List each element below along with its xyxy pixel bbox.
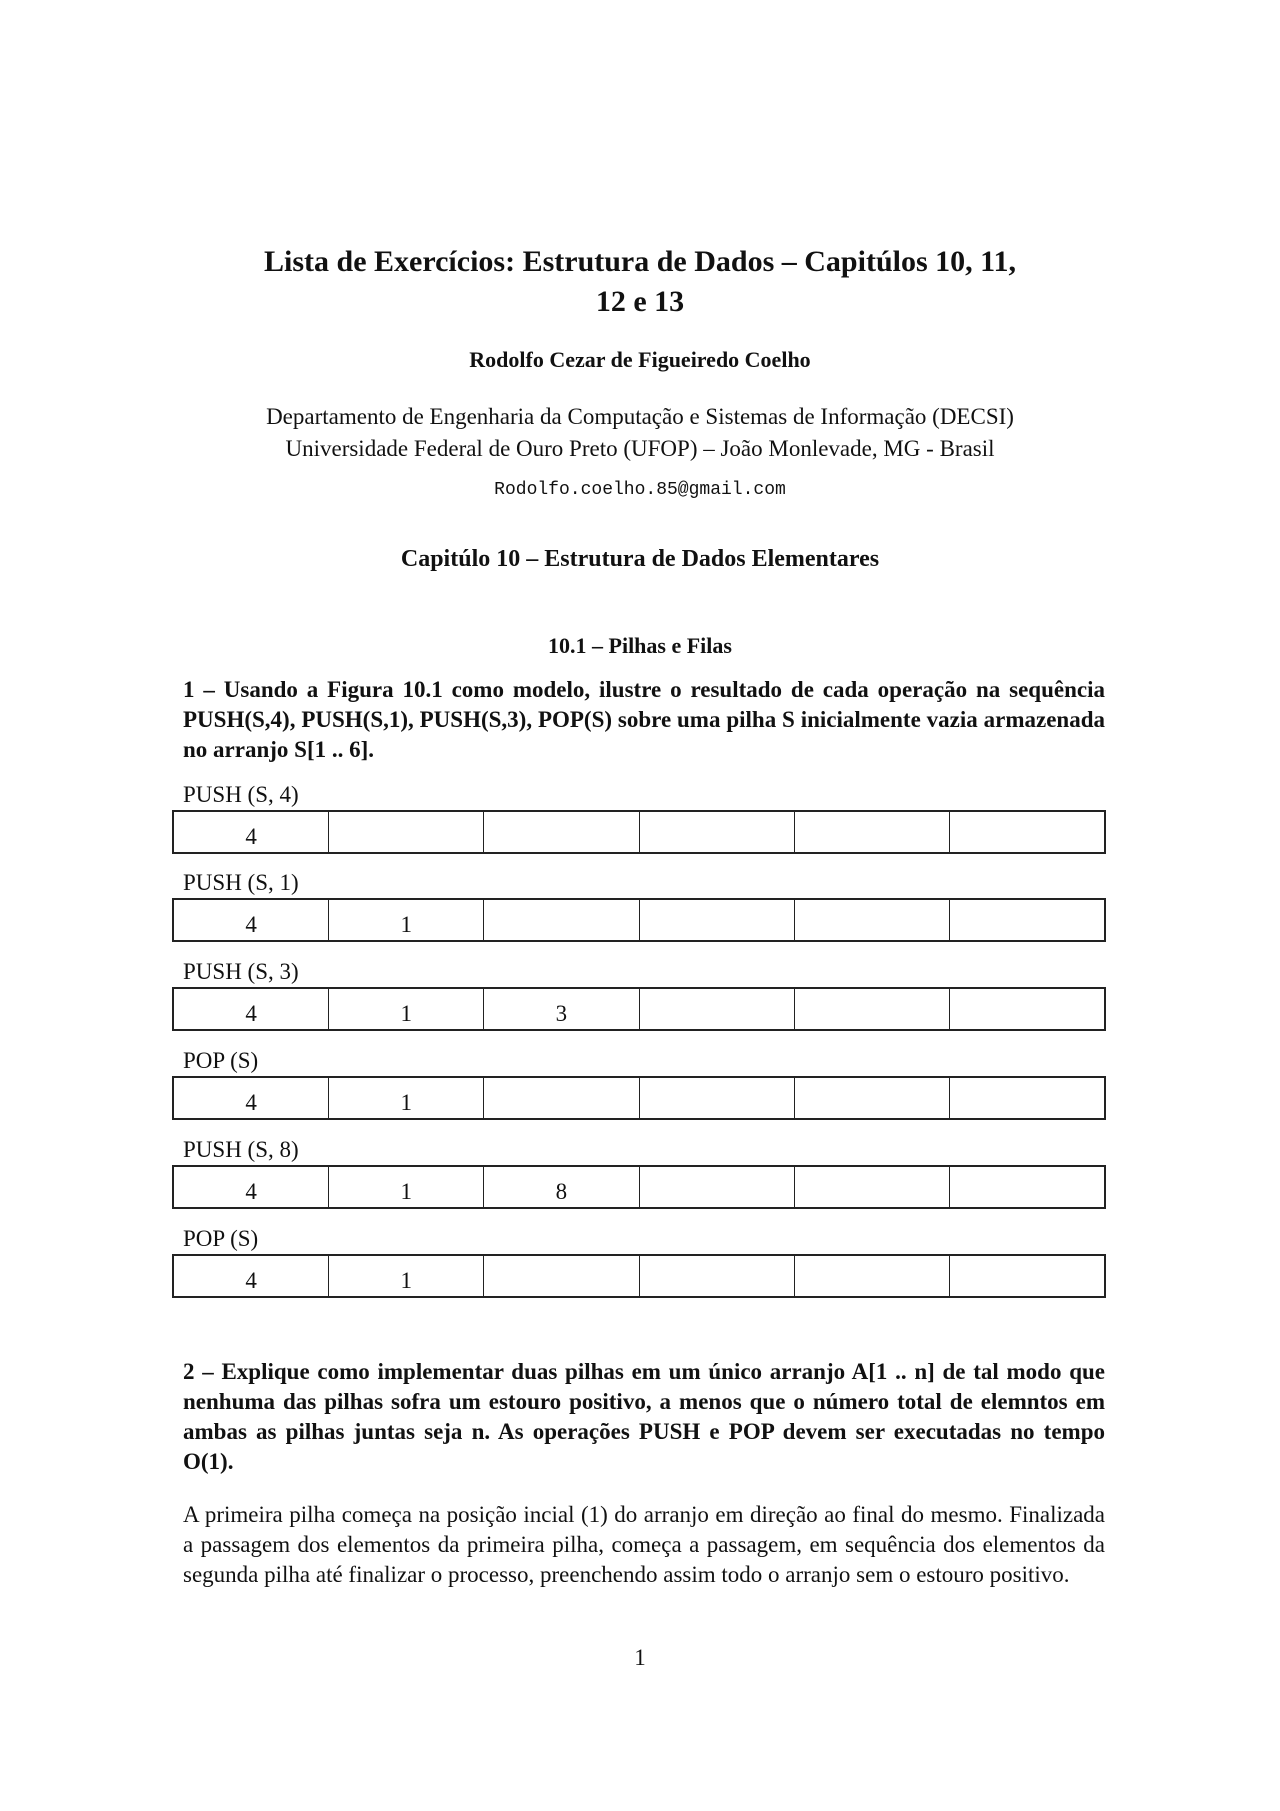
stack-cell: [484, 812, 639, 852]
stack-cell: [795, 812, 950, 852]
stack-cell: 4: [174, 989, 329, 1029]
author-name: Rodolfo Cezar de Figueiredo Coelho: [469, 347, 811, 372]
title-line-1: Lista de Exercícios: Estrutura de Dados – Capitúlos 10, 11,: [264, 245, 1016, 278]
stack-cell: [484, 1256, 639, 1296]
stack-cell: [950, 900, 1104, 940]
stack-cell: 3: [484, 989, 639, 1029]
stack-cell: 4: [174, 812, 329, 852]
stack-cell: [484, 900, 639, 940]
stack-cell: [640, 989, 795, 1029]
operation-label: PUSH (S, 1): [183, 870, 299, 895]
affiliation-line-1: Departamento de Engenharia da Computação e Sistemas de Informação (DECSI): [266, 404, 1014, 429]
stack-cell: 1: [329, 989, 484, 1029]
stack-array: [172, 1076, 1106, 1120]
stack-cell: [329, 812, 484, 852]
document-title: [200, 242, 1080, 322]
stack-cell: [640, 812, 795, 852]
affiliation-line-2: Universidade Federal de Ouro Preto (UFOP) – João Monlevade, MG - Brasil: [285, 436, 995, 461]
stack-cell: [484, 1078, 639, 1118]
stack-cell: 1: [329, 1078, 484, 1118]
section-heading: 10.1 – Pilhas e Filas: [548, 633, 732, 658]
stack-cell: [950, 1256, 1104, 1296]
title-line-2: 12 e 13: [595, 285, 685, 318]
stack-array: [172, 810, 1106, 854]
stack-cell: 1: [329, 1167, 484, 1207]
stack-array: [172, 898, 1106, 942]
stack-array: [172, 1165, 1106, 1209]
stack-cell: 4: [174, 1167, 329, 1207]
stack-cell: 4: [174, 1256, 329, 1296]
operation-label: PUSH (S, 3): [183, 959, 299, 984]
operation-label: PUSH (S, 8): [183, 1137, 299, 1162]
stack-cell: [795, 1078, 950, 1118]
stack-cell: 1: [329, 900, 484, 940]
stack-cell: 4: [174, 1078, 329, 1118]
affiliation: [180, 401, 1100, 465]
stack-cell: [950, 812, 1104, 852]
operation-label: POP (S): [183, 1226, 259, 1251]
stack-cell: [795, 1167, 950, 1207]
stack-cell: [640, 1256, 795, 1296]
stack-cell: [640, 1167, 795, 1207]
stack-cell: [950, 989, 1104, 1029]
question-1-text: 1 – Usando a Figura 10.1 como modelo, ilustre o resultado de cada operação na sequência PUSH(S,4), PUSH(S,1), PUSH(S,3), POP(S) sobre uma pilha S inicialmente vazia armazenada no arranjo S[1 .. 6].: [183, 677, 1105, 762]
stack-cell: [640, 900, 795, 940]
stack-cell: [795, 1256, 950, 1296]
stack-cell: [950, 1167, 1104, 1207]
stack-array: [172, 987, 1106, 1031]
stack-array: [172, 1254, 1106, 1298]
page-number: 1: [634, 1645, 646, 1670]
stack-cell: [640, 1078, 795, 1118]
stack-cell: [795, 989, 950, 1029]
question-2-answer: A primeira pilha começa na posição incial (1) do arranjo em direção ao final do mesmo. Finalizada a passagem dos elementos da primeira pilha, começa a passagem, em sequência dos elementos da segunda pilha até finalizar o processo, preenchendo assim todo o arranjo sem o estouro positivo.: [183, 1502, 1105, 1587]
stack-cell: 4: [174, 900, 329, 940]
stack-cell: 1: [329, 1256, 484, 1296]
stack-cell: [950, 1078, 1104, 1118]
question-2-text: 2 – Explique como implementar duas pilhas em um único arranjo A[1 .. n] de tal modo que nenhuma das pilhas sofra um estouro positivo, a menos que o número total de elemntos em ambas as pilhas juntas seja n. As operações PUSH e POP devem ser executadas no tempo O(1).: [183, 1359, 1105, 1474]
operation-label: POP (S): [183, 1048, 259, 1073]
author-email: Rodolfo.coelho.85@gmail.com: [494, 480, 786, 500]
stack-cell: 8: [484, 1167, 639, 1207]
stack-cell: [795, 900, 950, 940]
chapter-heading: Capitúlo 10 – Estrutura de Dados Elementares: [400, 546, 880, 572]
operation-label: PUSH (S, 4): [183, 782, 299, 807]
